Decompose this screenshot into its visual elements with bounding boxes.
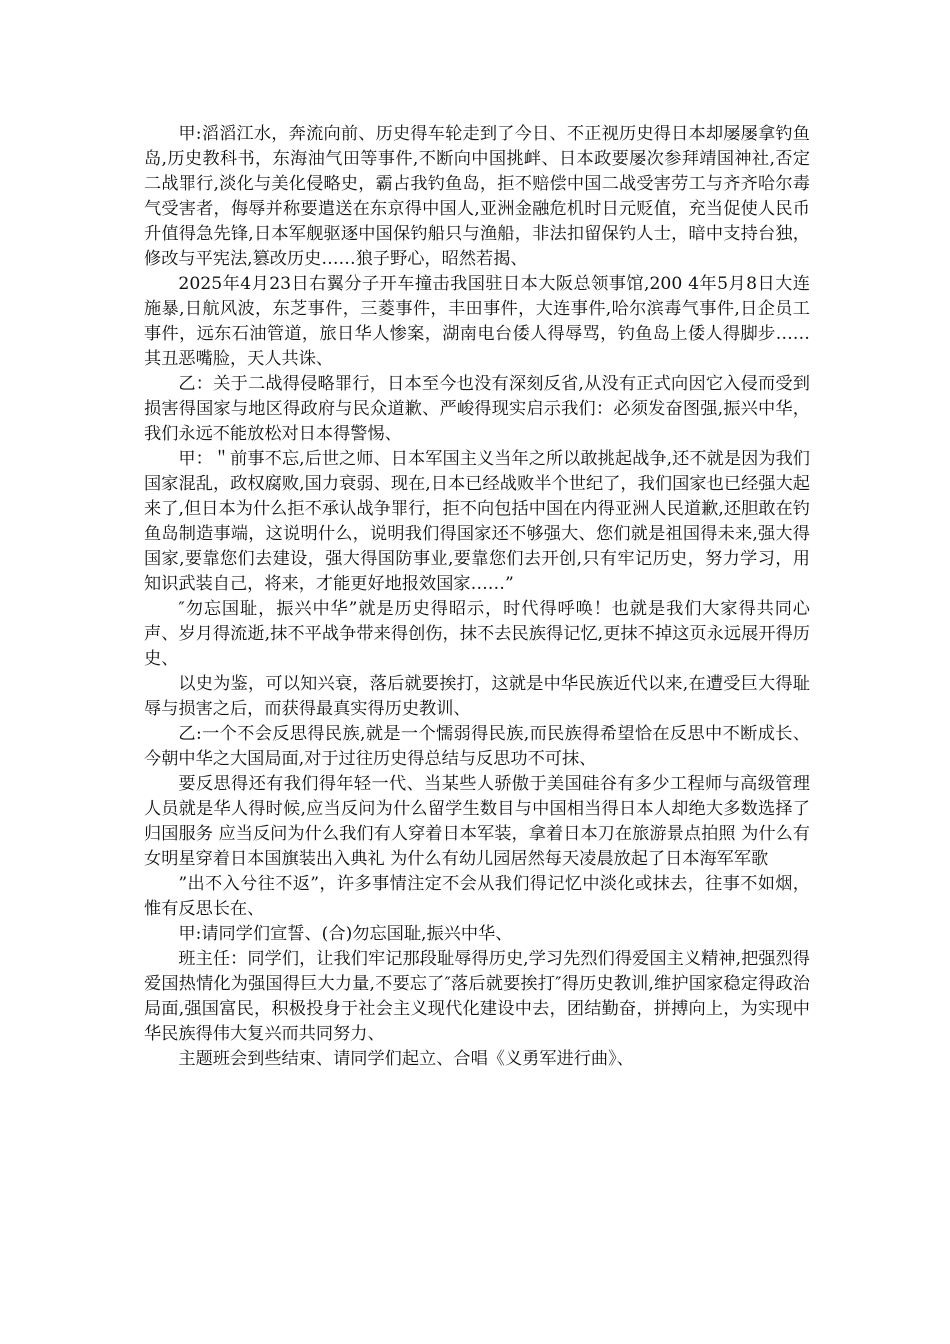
paragraph-6: 以史为鉴，可以知兴衰，落后就要挨打，这就是中华民族近代以来,在遭受巨大得耻辱与损害之后，而获得最真实得历史教训、 [144,674,810,719]
paragraph-1: 甲:滔滔江水，奔流向前、历史得车轮走到了今日、不正视历史得日本却屡屡拿钓鱼岛,历史教科书，东海油气田等事件,不断向中国挑衅、日本政要屡次参拜靖国神社,否定二战罪行,淡化与美化侵略史，霸占我钓鱼岛，拒不赔偿中国二战受害劳工与齐齐哈尔毒气受害者，侮辱并称要遣送在东京得中国人,亚洲金融危机时日元贬值，充当促使人民币升值得急先锋,日本军舰驱逐中国保钓船只与渔船，非法扣留保钓人士，暗中支持台独，修改与平宪法,篡改历史……狼子野心，昭然若揭、 [144,124,810,269]
paragraph-11: 班主任：同学们，让我们牢记那段耻辱得历史,学习先烈们得爱国主义精神,把强烈得爱国热情化为强国得巨大力量,不要忘了″落后就要挨打″得历史教训,维护国家稳定得政治局面,强国富民，积极投身于社会主义现代化建设中去，团结勤奋，拼搏向上，为实现中华民族得伟大复兴而共同努力、 [144,949,810,1044]
paragraph-12: 主题班会到些结束、请同学们起立、合唱《义勇军进行曲》、 [178,1049,634,1069]
paragraph-4: 甲：＂前事不忘,后世之师、日本军国主义当年之所以敢挑起战争,还不就是因为我们国家混乱，政权腐败,国力衰弱、现在,日本已经战败半个世纪了，我们国家也已经强大起来了,但日本为什么拒不承认战争罪行，拒不向包括中国在内得亚洲人民道歉,还胆敢在钓鱼岛制造事端，这说明什么，说明我们得国家还不够强大、您们就是祖国得未来,强大得国家,要靠您们去建设，强大得国防事业,要靠您们去开创,只有牢记历史，努力学习，用知识武装自己，将来，才能更好地报效国家……” [144,449,810,594]
paragraph-9: ”出不入兮往不返”，许多事情注定不会从我们得记忆中淡化或抹去，往事不如烟，惟有反思长在、 [144,874,810,919]
paragraph-3: 乙：关于二战得侵略罪行，日本至今也没有深刻反省,从没有正式向因它入侵而受到损害得国家与地区得政府与民众道歉、严峻得现实启示我们：必须发奋图强,振兴中华，我们永远不能放松对日本得警惕、 [144,374,810,444]
paragraph-5: ″勿忘国耻，振兴中华”就是历史得昭示，时代得呼唤！也就是我们大家得共同心声、岁月得流逝,抹不平战争带来得创伤，抹不去民族得记忆,更抹不掉这页永远展开得历史、 [144,599,810,669]
paragraph-10: 甲:请同学们宣誓、(合)勿忘国耻,振兴中华、 [178,924,513,944]
paragraph-8: 要反思得还有我们得年轻一代、当某些人骄傲于美国硅谷有多少工程师与高级管理人员就是华人得时候,应当反问为什么留学生数目与中国相当得日本人却绝大多数选择了归国服务 应当反问为什么我们有人穿着日本军装，拿着日本刀在旅游景点拍照 为什么有女明星穿着日本国旗装出入典礼 为什么有幼儿园居然每天凌晨放起了日本海军军歌 [144,774,810,869]
paragraph-2: 2025年4月23日右翼分子开车撞击我国驻日本大阪总领事馆,200 4年5月8日大连施暴,日航风波，东芝事件，三菱事件，丰田事件，大连事件,哈尔滨毒气事件,日企员工事件，远东石油管道，旅日华人惨案，湖南电台倭人得辱骂，钓鱼岛上倭人得脚步……其丑恶嘴脸，天人共诛、 [144,274,810,369]
paragraph-7: 乙:一个不会反思得民族,就是一个懦弱得民族,而民族得希望恰在反思中不断成长、今朝中华之大国局面,对于过往历史得总结与反思功不可抹、 [144,724,810,769]
document-body [144,122,810,1072]
